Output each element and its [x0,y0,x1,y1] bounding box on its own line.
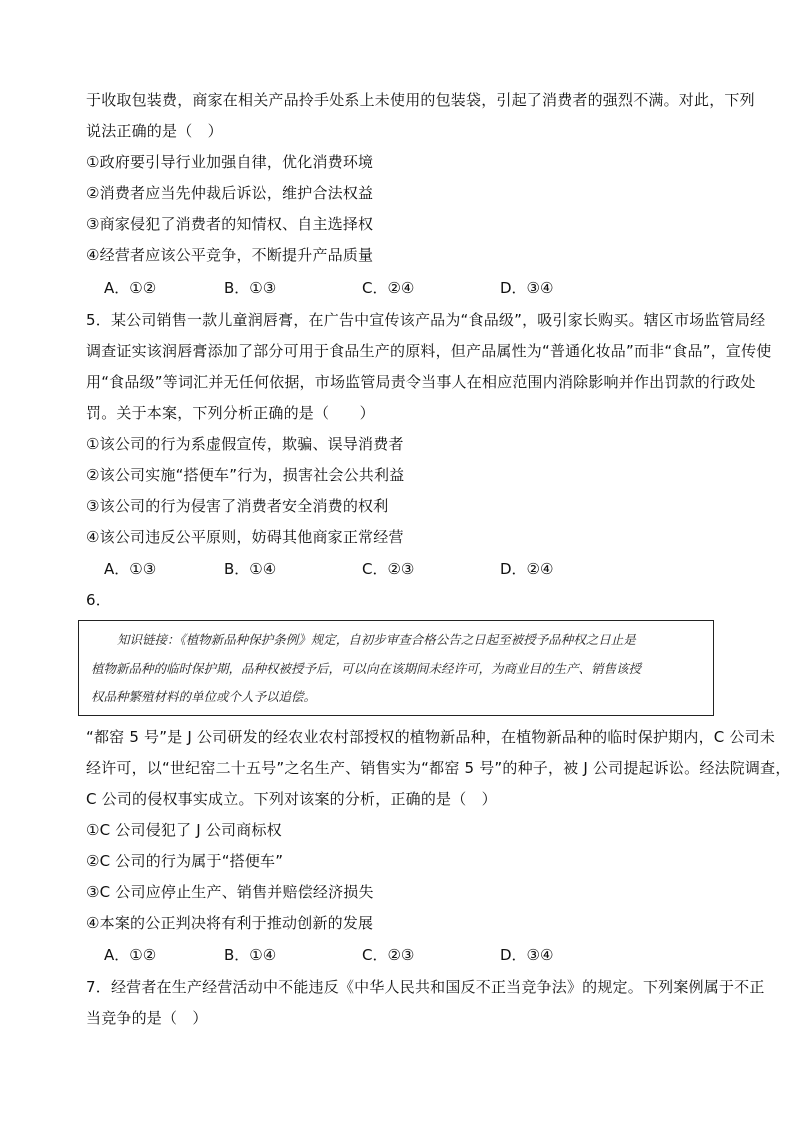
box-line-2: 植物新品种的临时保护期，品种权被授予后，可以向在该期间未经许可，为商业目的生产、销售该授 [91,661,642,676]
q4-option-d: D．③④ [500,279,554,297]
q6-statement-1: ①C 公司侵犯了 J 公司商标权 [86,821,282,839]
q6-statement-3: ③C 公司应停止生产、销售并赔偿经济损失 [86,883,374,901]
box-line-1: 知识链接：《植物新品种保护条例》规定，自初步审查合格公告之日起至被授予品种权之日止是 [117,632,636,647]
q4-statement-3: ③商家侵犯了消费者的知情权、自主选择权 [86,215,374,233]
q5-stem-line3: 用“食品级”等词汇并无任何依据，市场监管局责令当事人在相应范围内消除影响并作出罚款的行政处 [86,373,756,391]
q6-options [104,945,704,965]
q7-stem-line1: 7．经营者在生产经营活动中不能违反《中华人民共和国反不正当竞争法》的规定。下列案例属于不正 [86,978,765,996]
q6-statement-4: ④本案的公正判决将有利于推动创新的发展 [86,914,374,932]
q4-option-c: C．②④ [362,279,415,297]
q4-options [104,278,704,298]
q5-statement-3: ③该公司的行为侵害了消费者安全消费的权利 [86,497,389,515]
q4-statement-4: ④经营者应该公平竞争，不断提升产品质量 [86,246,374,264]
q6-option-a: A．①② [104,946,157,964]
q5-statement-4: ④该公司违反公平原则，妨碍其他商家正常经营 [86,528,404,546]
knowledge-link-box [78,620,714,716]
q5-option-b: B．①④ [224,560,277,578]
q5-stem-line1: 5．某公司销售一款儿童润唇膏，在广告中宣传该产品为“食品级”，吸引家长购买。辖区市场监管局经 [86,311,766,329]
q4-option-a: A．①② [104,279,157,297]
q6-option-b: B．①④ [224,946,277,964]
q4-option-b: B．①③ [224,279,277,297]
q5-option-c: C．②③ [362,560,415,578]
q5-stem-line4: 罚。关于本案，下列分析正确的是（ ） [86,404,375,422]
box-line-3: 权品种繁殖材料的单位或个人予以追偿。 [91,689,317,704]
q6-stem-line1: “都窑 5 号”是 J 公司研发的经农业农村部授权的植物新品种，在植物新品种的临时保护期内，C 公司未 [86,728,776,746]
q4-stem-line1: 于收取包装费，商家在相关产品拎手处系上未使用的包装袋，引起了消费者的强烈不满。对此，下列 [86,91,755,109]
q5-options [104,559,704,579]
q6-option-d: D．③④ [500,946,554,964]
q4-stem-line2: 说法正确的是（ ） [86,122,223,140]
q4-statement-1: ①政府要引导行业加强自律，优化消费环境 [86,153,374,171]
q5-stem-line2: 调查证实该润唇膏添加了部分可用于食品生产的原料，但产品属性为“普通化妆品”而非“食品”，宣传使 [86,342,772,360]
q5-option-a: A．①③ [104,560,157,578]
q6-stem-line3: C 公司的侵权事实成立。下列对该案的分析，正确的是（ ） [86,790,497,808]
q7-stem-line2: 当竞争的是（ ） [86,1009,208,1027]
q6-number: 6． [86,591,111,609]
q4-statement-2: ②消费者应当先仲裁后诉讼，维护合法权益 [86,184,374,202]
q6-statement-2: ②C 公司的行为属于“搭便车” [86,852,284,870]
q5-option-d: D．②④ [500,560,554,578]
q5-statement-1: ①该公司的行为系虚假宣传，欺骗、误导消费者 [86,435,404,453]
q6-option-c: C．②③ [362,946,415,964]
q5-statement-2: ②该公司实施“搭便车”行为，损害社会公共利益 [86,466,405,484]
q6-stem-line2: 经许可，以“世纪窑二十五号”之名生产、销售实为“都窑 5 号”的种子，被 J 公司提起诉讼。经法院调查， [86,759,791,777]
